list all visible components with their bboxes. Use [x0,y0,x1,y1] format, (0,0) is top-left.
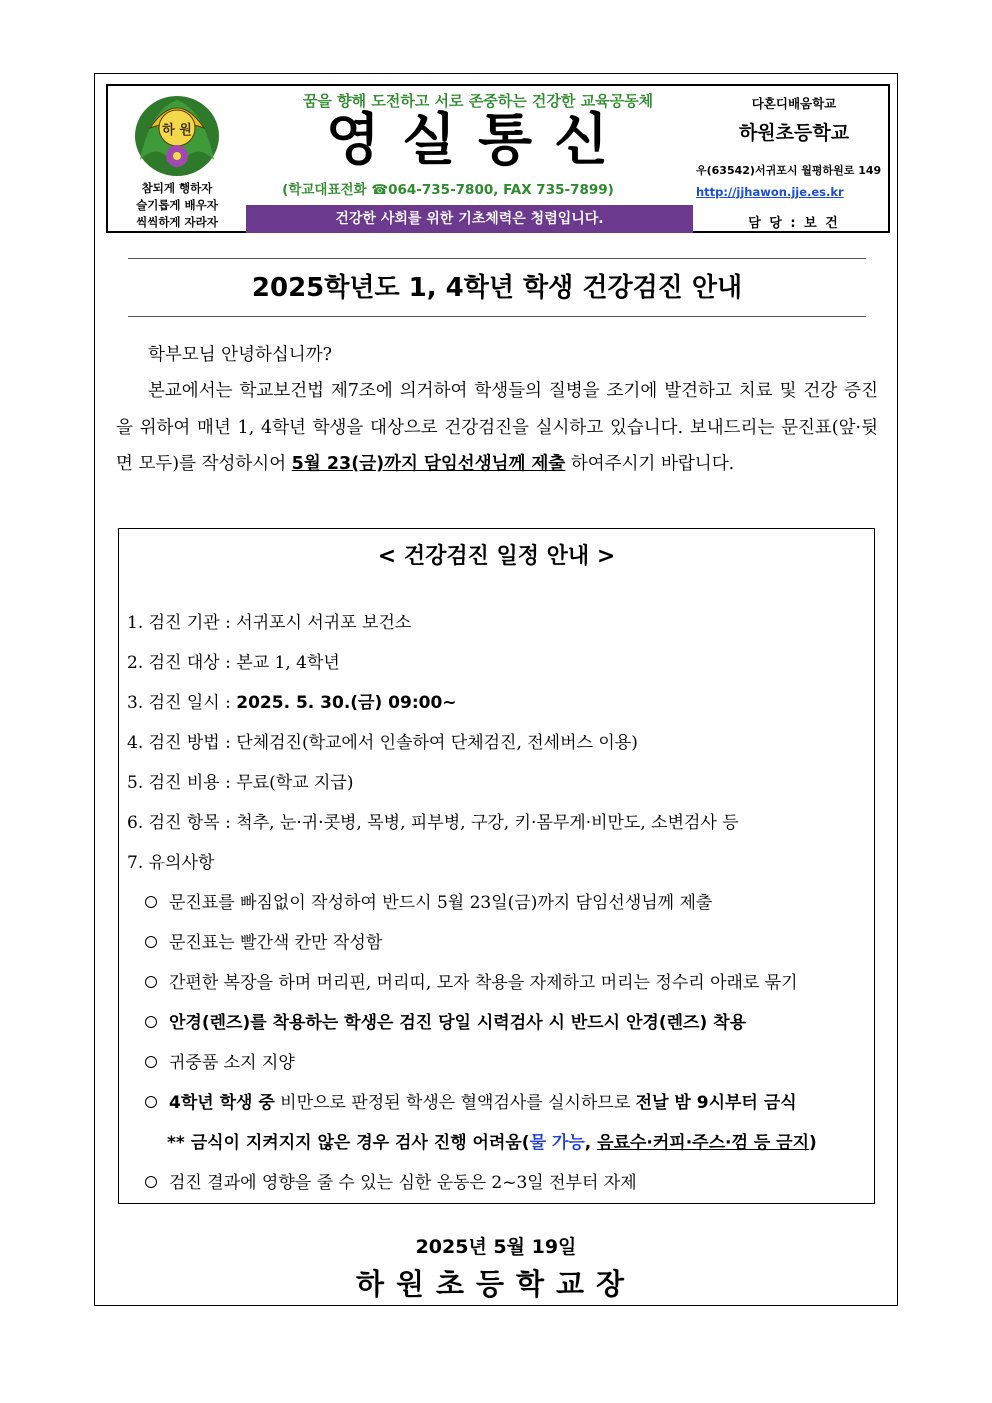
circle-bullet-icon [145,1096,157,1108]
schedule-title: < 건강검진 일정 안내 > [377,544,616,569]
item-value: 본교 1, 4학년 [236,653,340,673]
sub-note-end: ) [809,1133,817,1153]
item-label: 2. 검진 대상 : [127,653,237,673]
school-slogan: 꿈을 향해 도전하고 서로 존중하는 건강한 교육공동체 [302,92,654,110]
sub-note-sep: , [584,1133,598,1153]
item-value: 단체검진(학교에서 인솔하여 단체검진, 전세버스 이용) [236,733,638,753]
note-text: 간편한 복장을 하며 머리핀, 머리띠, 모자 착용을 자제하고 머리는 정수리 아래로 묶기 [169,973,798,993]
school-address: 우(63542)서귀포시 월평하원로 149 [696,164,882,177]
item-label: 6. 검진 항목 : [127,813,237,833]
note-text: 문진표를 빠짐없이 작성하여 반드시 5월 23일(금)까지 담임선생님께 제출 [169,893,713,913]
item-value: 척추, 눈·귀·콧병, 목병, 피부병, 구강, 키·몸무게·비만도, 소변검사 등 [236,813,739,833]
schedule-box [118,528,875,1204]
title-divider-bottom [128,316,866,317]
school-tagline: 다혼디배움학교 [751,96,837,111]
school-motto [108,180,246,231]
note-item [127,1083,867,1123]
circle-bullet-icon [145,976,157,988]
item-label: 4. 검진 방법 : [127,733,237,753]
schedule-items [127,603,867,1203]
motto-line: 슬기롭게 배우자 [136,198,218,212]
item-value: 2025. 5. 30.(금) 09:00~ [236,693,457,713]
submission-deadline: 5월 23(금)까지 담임선생님께 제출 [291,453,566,474]
schedule-item [127,603,867,643]
note-text: 귀중품 소지 지양 [169,1053,295,1073]
schedule-item [127,723,867,763]
school-name: 하원초등학교 [738,122,850,144]
circle-bullet-icon [145,1016,157,1028]
note-text: 검진 결과에 영향을 줄 수 있는 심한 운동은 2~3일 전부터 자제 [169,1173,637,1193]
motto-line: 참되게 행하자 [141,181,213,195]
principal-signature: 하원초등학교장 [355,1267,637,1301]
note-item [127,883,867,923]
note-text: 문진표는 빨간색 칸만 작성함 [169,933,383,953]
newsletter-header [106,84,890,233]
schedule-item [127,683,867,723]
item-label: 3. 검진 일시 : [127,693,237,713]
note-item [127,923,867,963]
note-item [127,963,867,1003]
integrity-banner: 건강한 사회를 위한 기초체력은 청렴입니다. [246,205,693,233]
issue-date: 2025년 5월 19일 [415,1236,577,1258]
in-charge: 담 당 : 보 건 [748,216,840,231]
circle-bullet-icon [145,896,157,908]
fasting-sub-note [127,1123,867,1163]
greeting: 학부모님 안녕하십니까? [148,345,332,365]
item-label: 1. 검진 기관 : [127,613,237,633]
item-value: 서귀포시 서귀포 보건소 [236,613,412,633]
school-contact: (학교대표전화 ☎064-735-7800, FAX 735-7899) [282,182,614,198]
water-allowed: 물 가능 [529,1133,585,1153]
item-value: 무료(학교 지급) [236,773,354,793]
school-url-link[interactable]: http://jjhawon.jje.es.kr [696,185,844,199]
notes-heading: 7. 유의사항 [127,853,215,873]
schedule-item [127,763,867,803]
intro-body: 본교에서는 학교보건법 제7조에 의거하여 학생들의 질병을 조기에 발견하고 치료 및 건강 증진을 위하여 매년 1, 4학년 학생을 대상으로 건강검진을 실시하고 있습니다. 보내드리는 문진표(앞·뒷면 모두)를 작성하시어 [116,381,878,474]
note-bold: 4학년 학생 중 [169,1093,275,1113]
schedule-item [127,803,867,843]
note-item [127,1003,867,1043]
schedule-item [127,643,867,683]
note-item [127,1163,867,1203]
intro-text [116,337,878,482]
circle-bullet-icon [145,936,157,948]
svg-text:하 원: 하 원 [162,123,192,138]
intro-body-end: 하여주시기 바랍니다. [565,453,735,474]
circle-bullet-icon [145,1056,157,1068]
banned-items: 음료수·커피·주스·껌 등 금지 [597,1133,810,1153]
newsletter-name: 영실통신 [325,108,631,173]
fasting-notice: 전날 밤 9시부터 금식 [635,1093,797,1113]
circle-bullet-icon [145,1176,157,1188]
item-label: 5. 검진 비용 : [127,773,237,793]
document-title: 2025학년도 1, 4학년 학생 건강검진 안내 [251,273,743,303]
motto-line: 씩씩하게 자라자 [136,215,218,229]
title-divider-top [128,258,866,259]
intro-paragraph [116,373,878,482]
note-item [127,1043,867,1083]
school-emblem [130,90,224,178]
note-text: 안경(렌즈)를 착용하는 학생은 검진 당일 시력검사 시 반드시 안경(렌즈) 착용 [169,1013,747,1033]
note-text: 비만으로 판정된 학생은 혈액검사를 실시하므로 [274,1093,636,1113]
sub-note-text: ** 금식이 지켜지지 않은 경우 검사 진행 어려움( [167,1133,530,1153]
